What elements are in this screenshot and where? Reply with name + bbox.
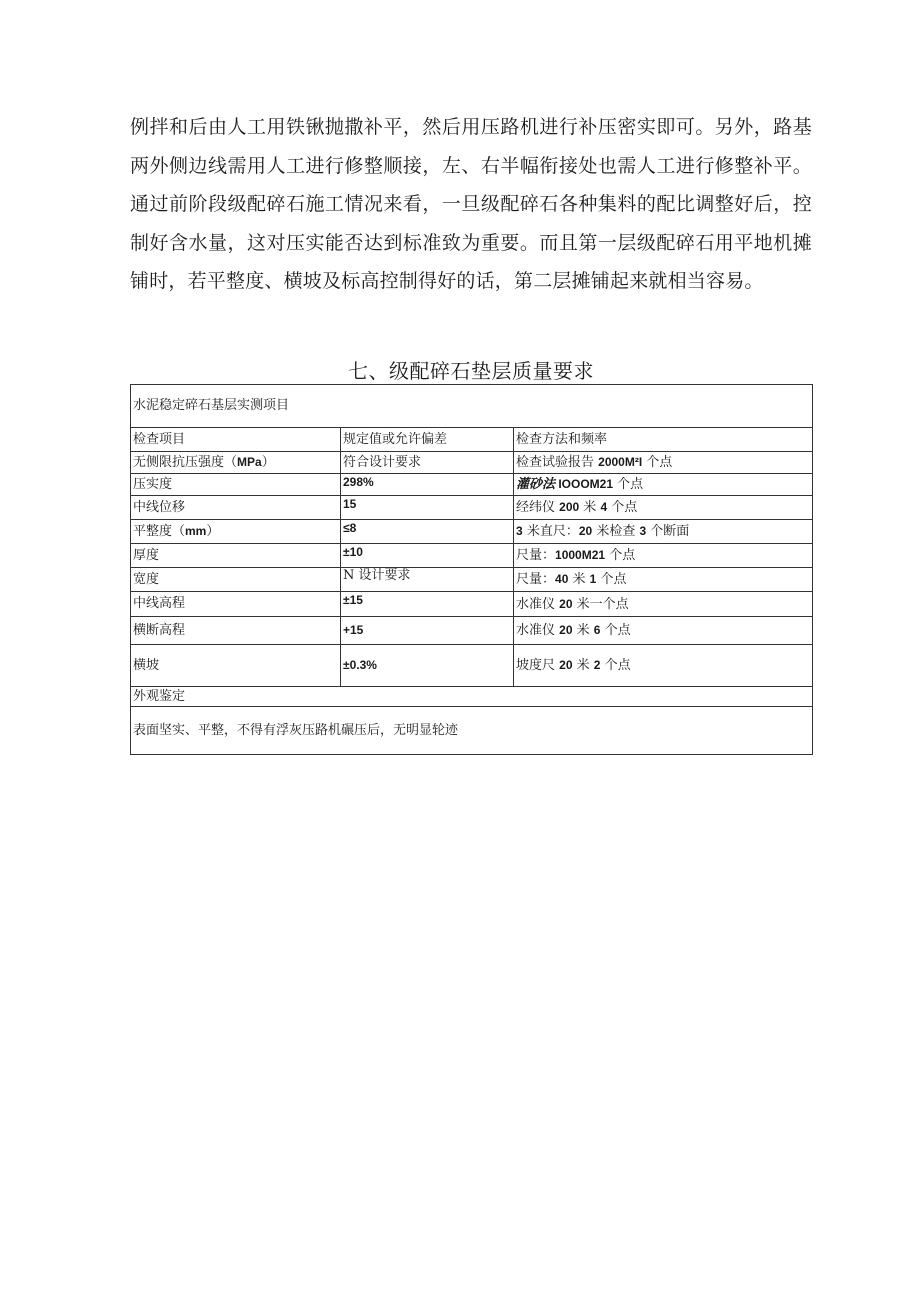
table-row	[131, 520, 813, 544]
row-spec: +15	[341, 617, 514, 645]
row-spec: 符合设计要求	[341, 452, 514, 474]
row-method: 水准仪 20 米一个点	[514, 592, 813, 617]
table-row	[131, 544, 813, 568]
appearance-text: 表面坚实、平整，不得有浮灰压路机碾压后，无明显轮迹	[131, 707, 813, 755]
table-row	[131, 645, 813, 687]
table-row	[131, 452, 813, 474]
row-item: 无侧限抗压强度（MPa）	[131, 452, 341, 474]
row-item: 宽度	[131, 568, 341, 592]
section-title: 七、级配碎石垫层质量要求	[348, 359, 594, 383]
quality-requirements-table	[130, 384, 813, 755]
table-row	[131, 496, 813, 520]
row-spec: 298%	[341, 474, 514, 496]
table-caption-row	[131, 385, 813, 428]
row-item: 厚度	[131, 544, 341, 568]
row-method: 灌砂法 IOOOM21 个点	[514, 474, 813, 496]
row-item: 压实度	[131, 474, 341, 496]
appearance-label-row	[131, 687, 813, 707]
row-method: 经纬仪 200 米 4 个点	[514, 496, 813, 520]
row-method: 水准仪 20 米 6 个点	[514, 617, 813, 645]
row-item: 中线高程	[131, 592, 341, 617]
row-method: 坡度尺 20 米 2 个点	[514, 645, 813, 687]
table-caption: 水泥稳定碎石基层实测项目	[131, 385, 813, 428]
table-row	[131, 474, 813, 496]
row-method: 尺量：1000M21 个点	[514, 544, 813, 568]
row-item: 平整度（mm）	[131, 520, 341, 544]
appearance-text-row	[131, 707, 813, 755]
body-paragraph: 例拌和后由人工用铁锹抛撒补平，然后用压路机进行补压密实即可。另外，路基两外侧边线需用人工进行修整顺接，左、右半幅衔接处也需人工进行修整补平。通过前阶段级配碎石施工情况来看，一旦级配碎石各种集料的配比调整好后，控制好含水量，这对压实能否达到标准致为重要。而且第一层级配碎石用平地机摊铺时，若平整度、横坡及标高控制得好的话，第二层摊铺起来就相当容易。	[130, 116, 812, 292]
row-item: 横断高程	[131, 617, 341, 645]
row-item: 横坡	[131, 645, 341, 687]
header-method: 检查方法和频率	[514, 428, 813, 452]
row-method: 3 米直尺：20 米检查 3 个断面	[514, 520, 813, 544]
table-row	[131, 617, 813, 645]
row-spec: ±0.3%	[341, 645, 514, 687]
row-spec: ±15	[341, 592, 514, 617]
table-header-row	[131, 428, 813, 452]
row-spec: 15	[341, 496, 514, 520]
row-spec: ±10	[341, 544, 514, 568]
row-method: 检查试验报告 2000M²I 个点	[514, 452, 813, 474]
table-row	[131, 568, 813, 592]
row-spec: N 设计要求	[341, 568, 514, 592]
appearance-label: 外观鉴定	[131, 687, 813, 707]
row-method: 尺量：40 米 1 个点	[514, 568, 813, 592]
header-item: 检查项目	[131, 428, 341, 452]
header-spec: 规定值或允许偏差	[341, 428, 514, 452]
row-spec: ≤8	[341, 520, 514, 544]
table-row	[131, 592, 813, 617]
row-item: 中线位移	[131, 496, 341, 520]
